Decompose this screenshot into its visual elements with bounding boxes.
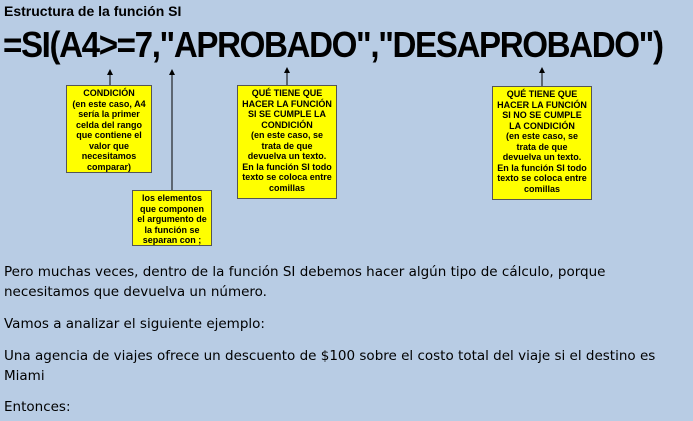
- paragraph-calculo: Pero muchas veces, dentro de la función SI debemos hacer algún tipo de cálculo, porque necesitamos que devuelva un número.: [4, 264, 606, 300]
- formula-separator-2: ,: [370, 24, 379, 65]
- callout-condicion-body: (en este caso, A4 sería la primer celda del rango que contiene el valor que necesitamos comparar): [72, 98, 146, 172]
- paragraph-agencia: Una agencia de viajes ofrece un descuento de $100 sobre el costo total del viaje si el destino es Miami: [4, 348, 656, 384]
- formula-false-value: "DESAPROBADO"): [378, 24, 663, 65]
- callout-condicion: [66, 85, 152, 173]
- formula-separator-1: ,: [151, 24, 160, 65]
- callout-falso-body: (en este caso, se trata de que devuelva un texto. En la función SI todo texto se coloca entre comillas: [497, 131, 587, 194]
- callout-verdadero-body: (en este caso, se trata de que devuelva un texto. En la función SI todo texto se coloca entre comillas: [242, 130, 332, 193]
- callout-falso-heading: QUÉ TIENE QUE HACER LA FUNCIÓN SI NO SE CUMPLE LA CONDICIÓN: [497, 89, 587, 131]
- callout-condicion-heading: CONDICIÓN: [83, 88, 135, 98]
- page-title: Estructura de la función SI: [4, 3, 182, 19]
- formula-condition: =SI(A4>=7: [3, 24, 152, 65]
- paragraph-entonces: Entonces:: [4, 399, 71, 415]
- formula-true-value: "APROBADO": [159, 24, 371, 65]
- callout-verdadero: [237, 85, 337, 199]
- callout-separador-body: los elementos que componen el argumento de la función se separan con ;: [137, 193, 207, 245]
- callout-verdadero-heading: QUÉ TIENE QUE HACER LA FUNCIÓN SI SE CUMPLE LA CONDICIÓN: [242, 88, 332, 130]
- callout-falso: [492, 86, 592, 200]
- paragraph-ejemplo: Vamos a analizar el siguiente ejemplo:: [4, 316, 265, 332]
- callout-separador: [132, 190, 212, 246]
